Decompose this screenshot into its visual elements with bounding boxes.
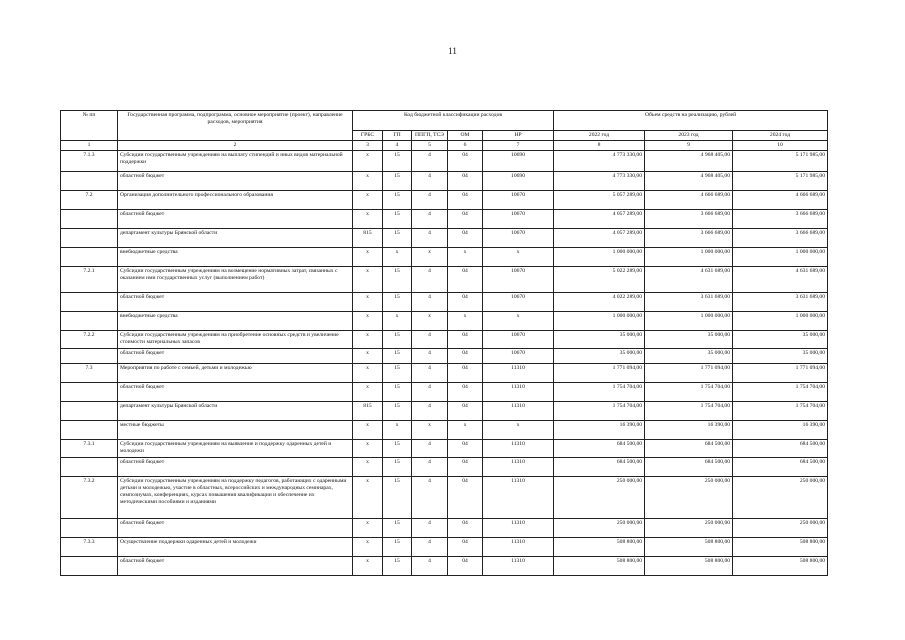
row-nr: 10690 bbox=[483, 151, 554, 172]
row-ppgp: 4 bbox=[412, 458, 448, 477]
row-om: 04 bbox=[448, 267, 483, 293]
row-2024: 16 390,00 bbox=[733, 421, 828, 440]
row-nr: 10670 bbox=[483, 210, 554, 229]
column-index: 10 bbox=[733, 141, 828, 151]
column-index: 8 bbox=[554, 141, 645, 151]
row-om: 04 bbox=[448, 151, 483, 172]
row-ppgp: 4 bbox=[412, 331, 448, 349]
table-row bbox=[61, 267, 828, 293]
row-2023: 16 390,00 bbox=[645, 421, 733, 440]
row-gp: 15 bbox=[383, 210, 412, 229]
row-grbs: x bbox=[353, 248, 383, 267]
row-2022: 684 500,00 bbox=[554, 458, 645, 477]
row-grbs: x bbox=[353, 440, 383, 458]
row-grbs: x bbox=[353, 267, 383, 293]
row-nr: 11310 bbox=[483, 440, 554, 458]
row-name: департамент культуры Брянской области bbox=[118, 229, 353, 248]
row-ppgp: 4 bbox=[412, 293, 448, 312]
row-grbs: x bbox=[353, 210, 383, 229]
row-num bbox=[61, 557, 118, 576]
row-om: 04 bbox=[448, 477, 483, 519]
row-2023: 3 666 689,00 bbox=[645, 210, 733, 229]
row-2024: 3 666 689,00 bbox=[733, 229, 828, 248]
row-gp: 15 bbox=[383, 191, 412, 210]
row-om: x bbox=[448, 248, 483, 267]
row-num bbox=[61, 293, 118, 312]
column-index: 1 bbox=[61, 141, 118, 151]
row-name: Организация дополнительного профессионального образования bbox=[118, 191, 353, 210]
row-2024: 5 171 985,00 bbox=[733, 172, 828, 191]
row-name: местные бюджеты bbox=[118, 421, 353, 440]
row-2024: 35 000,00 bbox=[733, 331, 828, 349]
row-ppgp: 4 bbox=[412, 383, 448, 402]
row-nr: x bbox=[483, 248, 554, 267]
row-gp: 15 bbox=[383, 477, 412, 519]
row-num: 7.1.3 bbox=[61, 151, 118, 172]
table-row bbox=[61, 538, 828, 557]
row-gp: 15 bbox=[383, 383, 412, 402]
row-nr: 11310 bbox=[483, 383, 554, 402]
row-2023: 1 771 094,00 bbox=[645, 364, 733, 383]
row-name: внебюджетные средства bbox=[118, 312, 353, 331]
row-grbs: x bbox=[353, 421, 383, 440]
row-2024: 508 800,00 bbox=[733, 538, 828, 557]
row-num bbox=[61, 421, 118, 440]
row-name: Субсидии государственным учреждениям на возмещение нормативных затрат, связанных с оказанием ими государственных услуг (выполнением работ) bbox=[118, 267, 353, 293]
row-om: 04 bbox=[448, 519, 483, 538]
row-2023: 1 000 000,00 bbox=[645, 312, 733, 331]
header-2024: 2024 год bbox=[733, 131, 828, 141]
row-2023: 4 968 405,00 bbox=[645, 172, 733, 191]
header-name: Государственная программа, подпрограмма, основное мероприятие (проект), направление расходов, мероприятия bbox=[118, 111, 353, 141]
table-row bbox=[61, 458, 828, 477]
row-2022: 5 057 289,00 bbox=[554, 191, 645, 210]
header-code-group: Код бюджетной классификации расходов bbox=[353, 111, 554, 131]
row-ppgp: 4 bbox=[412, 229, 448, 248]
row-nr: x bbox=[483, 421, 554, 440]
table-row bbox=[61, 421, 828, 440]
row-num bbox=[61, 519, 118, 538]
row-grbs: x bbox=[353, 458, 383, 477]
row-num: 7.3.3 bbox=[61, 538, 118, 557]
row-name: Мероприятия по работе с семьей, детьми и молодежью bbox=[118, 364, 353, 383]
row-om: 04 bbox=[448, 172, 483, 191]
row-2023: 250 000,00 bbox=[645, 477, 733, 519]
row-gp: 15 bbox=[383, 557, 412, 576]
row-name: Субсидии государственным учреждениям на выплату стипендий и иных видов материальной поддержки bbox=[118, 151, 353, 172]
row-num: 7.3 bbox=[61, 364, 118, 383]
row-grbs: x bbox=[353, 538, 383, 557]
row-gp: 15 bbox=[383, 440, 412, 458]
row-om: 04 bbox=[448, 538, 483, 557]
row-om: 04 bbox=[448, 349, 483, 364]
row-2024: 5 171 985,00 bbox=[733, 151, 828, 172]
row-ppgp: x bbox=[412, 421, 448, 440]
row-name: внебюджетные средства bbox=[118, 248, 353, 267]
row-nr: 10670 bbox=[483, 293, 554, 312]
row-gp: x bbox=[383, 421, 412, 440]
row-name: Осуществление поддержки одаренных детей и молодежи bbox=[118, 538, 353, 557]
row-num bbox=[61, 172, 118, 191]
header-ppgp: ППГП, ТСЭ bbox=[412, 131, 448, 141]
row-2023: 35 000,00 bbox=[645, 331, 733, 349]
row-om: 04 bbox=[448, 402, 483, 421]
row-2024: 1 000 000,00 bbox=[733, 248, 828, 267]
row-2023: 4 666 689,00 bbox=[645, 191, 733, 210]
row-2023: 1 754 704,00 bbox=[645, 383, 733, 402]
row-ppgp: x bbox=[412, 312, 448, 331]
column-index: 5 bbox=[412, 141, 448, 151]
table-row bbox=[61, 440, 828, 458]
row-ppgp: 4 bbox=[412, 364, 448, 383]
row-2023: 684 500,00 bbox=[645, 440, 733, 458]
row-grbs: 815 bbox=[353, 402, 383, 421]
row-2024: 1 000 000,00 bbox=[733, 312, 828, 331]
row-num: 7.3.1 bbox=[61, 440, 118, 458]
row-nr: 10670 bbox=[483, 229, 554, 248]
row-name: департамент культуры Брянской области bbox=[118, 402, 353, 421]
row-2023: 508 800,00 bbox=[645, 538, 733, 557]
row-2024: 1 771 094,00 bbox=[733, 364, 828, 383]
row-num bbox=[61, 210, 118, 229]
row-num: 7.2.1 bbox=[61, 267, 118, 293]
row-om: 04 bbox=[448, 440, 483, 458]
row-ppgp: 4 bbox=[412, 557, 448, 576]
row-gp: 15 bbox=[383, 267, 412, 293]
row-om: 04 bbox=[448, 557, 483, 576]
row-name: Субсидии государственным учреждениям на выявление и поддержку одаренных детей и молодежи bbox=[118, 440, 353, 458]
row-nr: 11310 bbox=[483, 538, 554, 557]
row-gp: 15 bbox=[383, 293, 412, 312]
row-2022: 4 773 330,00 bbox=[554, 151, 645, 172]
column-index: 7 bbox=[483, 141, 554, 151]
row-2023: 4 968 405,00 bbox=[645, 151, 733, 172]
row-2023: 1 754 704,00 bbox=[645, 402, 733, 421]
row-ppgp: x bbox=[412, 248, 448, 267]
header-volume-group: Объем средств на реализацию, рублей bbox=[554, 111, 828, 131]
row-grbs: x bbox=[353, 364, 383, 383]
row-gp: 15 bbox=[383, 229, 412, 248]
row-num bbox=[61, 349, 118, 364]
row-ppgp: 4 bbox=[412, 477, 448, 519]
row-om: 04 bbox=[448, 229, 483, 248]
row-2024: 3 631 689,00 bbox=[733, 293, 828, 312]
row-grbs: x bbox=[353, 172, 383, 191]
row-gp: 15 bbox=[383, 172, 412, 191]
row-nr: 10690 bbox=[483, 172, 554, 191]
row-gp: 15 bbox=[383, 519, 412, 538]
row-2022: 35 000,00 bbox=[554, 349, 645, 364]
row-2022: 16 390,00 bbox=[554, 421, 645, 440]
table-row bbox=[61, 151, 828, 172]
row-gp: 15 bbox=[383, 538, 412, 557]
row-ppgp: 4 bbox=[412, 267, 448, 293]
row-nr: 10670 bbox=[483, 349, 554, 364]
table-row bbox=[61, 477, 828, 519]
row-gp: 15 bbox=[383, 458, 412, 477]
row-name: Субсидии государственным учреждениям на поддержку педагогов, работающих с одаренными детьми и молодежью, участие в областных, всероссийских и международных семинарах, симпозиумах, конференциях, курсах повышения квалификации и обеспечение их методическими пособиями и изданиями bbox=[118, 477, 353, 519]
row-nr: 10670 bbox=[483, 191, 554, 210]
row-2023: 35 000,00 bbox=[645, 349, 733, 364]
row-ppgp: 4 bbox=[412, 191, 448, 210]
row-grbs: x bbox=[353, 293, 383, 312]
row-ppgp: 4 bbox=[412, 151, 448, 172]
row-grbs: x bbox=[353, 331, 383, 349]
row-num bbox=[61, 458, 118, 477]
row-2024: 684 500,00 bbox=[733, 458, 828, 477]
row-name: областной бюджет bbox=[118, 293, 353, 312]
row-2024: 4 666 689,00 bbox=[733, 191, 828, 210]
table-body bbox=[61, 151, 828, 576]
header-num: № пп bbox=[61, 111, 118, 141]
table-row bbox=[61, 191, 828, 210]
row-2024: 684 500,00 bbox=[733, 440, 828, 458]
row-num bbox=[61, 229, 118, 248]
row-num: 7.2.2 bbox=[61, 331, 118, 349]
row-nr: 11310 bbox=[483, 477, 554, 519]
table-header bbox=[61, 111, 828, 151]
row-gp: x bbox=[383, 312, 412, 331]
row-ppgp: 4 bbox=[412, 440, 448, 458]
row-name: областной бюджет bbox=[118, 210, 353, 229]
row-om: 04 bbox=[448, 293, 483, 312]
table-row bbox=[61, 312, 828, 331]
column-index: 3 bbox=[353, 141, 383, 151]
column-index-row bbox=[61, 141, 828, 151]
row-2022: 250 000,00 bbox=[554, 519, 645, 538]
table-row bbox=[61, 229, 828, 248]
header-grbs: ГРБС bbox=[353, 131, 383, 141]
row-name: областной бюджет bbox=[118, 557, 353, 576]
row-grbs: 815 bbox=[353, 229, 383, 248]
row-2023: 3 631 689,00 bbox=[645, 293, 733, 312]
row-2022: 4 057 289,00 bbox=[554, 229, 645, 248]
row-num bbox=[61, 402, 118, 421]
row-2023: 3 666 689,00 bbox=[645, 229, 733, 248]
row-2022: 508 800,00 bbox=[554, 557, 645, 576]
row-2022: 1 754 704,00 bbox=[554, 402, 645, 421]
row-om: 04 bbox=[448, 191, 483, 210]
row-grbs: x bbox=[353, 191, 383, 210]
row-grbs: x bbox=[353, 519, 383, 538]
row-2024: 250 000,00 bbox=[733, 477, 828, 519]
row-2024: 1 754 704,00 bbox=[733, 383, 828, 402]
row-gp: x bbox=[383, 248, 412, 267]
row-ppgp: 4 bbox=[412, 172, 448, 191]
row-name: областной бюджет bbox=[118, 458, 353, 477]
budget-table bbox=[60, 110, 828, 576]
row-nr: 11310 bbox=[483, 402, 554, 421]
row-2022: 4 057 289,00 bbox=[554, 210, 645, 229]
row-2022: 1 000 000,00 bbox=[554, 312, 645, 331]
row-nr: x bbox=[483, 312, 554, 331]
header-2023: 2023 год bbox=[645, 131, 733, 141]
row-2023: 1 000 000,00 bbox=[645, 248, 733, 267]
table-row bbox=[61, 349, 828, 364]
header-gp: ГП bbox=[383, 131, 412, 141]
row-num: 7.2 bbox=[61, 191, 118, 210]
row-2023: 250 000,00 bbox=[645, 519, 733, 538]
row-2022: 4 773 330,00 bbox=[554, 172, 645, 191]
row-2022: 508 800,00 bbox=[554, 538, 645, 557]
row-2024: 3 666 689,00 bbox=[733, 210, 828, 229]
row-om: 04 bbox=[448, 364, 483, 383]
table-row bbox=[61, 402, 828, 421]
row-grbs: x bbox=[353, 349, 383, 364]
row-name: областной бюджет bbox=[118, 519, 353, 538]
row-2024: 4 631 689,00 bbox=[733, 267, 828, 293]
row-2022: 250 000,00 bbox=[554, 477, 645, 519]
row-om: 04 bbox=[448, 210, 483, 229]
row-gp: 15 bbox=[383, 402, 412, 421]
row-2023: 508 800,00 bbox=[645, 557, 733, 576]
column-index: 6 bbox=[448, 141, 483, 151]
row-2022: 684 500,00 bbox=[554, 440, 645, 458]
header-nr: НР bbox=[483, 131, 554, 141]
row-grbs: x bbox=[353, 151, 383, 172]
row-2022: 1 000 000,00 bbox=[554, 248, 645, 267]
row-grbs: x bbox=[353, 312, 383, 331]
page-number: 11 bbox=[448, 46, 457, 56]
table-row bbox=[61, 331, 828, 349]
row-ppgp: 4 bbox=[412, 349, 448, 364]
row-2024: 508 800,00 bbox=[733, 557, 828, 576]
table-row bbox=[61, 172, 828, 191]
row-num bbox=[61, 312, 118, 331]
row-ppgp: 4 bbox=[412, 538, 448, 557]
row-gp: 15 bbox=[383, 151, 412, 172]
row-om: 04 bbox=[448, 331, 483, 349]
row-2022: 4 022 289,00 bbox=[554, 293, 645, 312]
row-name: областной бюджет bbox=[118, 383, 353, 402]
row-2023: 684 500,00 bbox=[645, 458, 733, 477]
row-nr: 10670 bbox=[483, 267, 554, 293]
row-om: x bbox=[448, 421, 483, 440]
column-index: 9 bbox=[645, 141, 733, 151]
row-gp: 15 bbox=[383, 331, 412, 349]
row-name: Субсидии государственным учреждениям на приобретение основных средств и увеличение стоимости материальных запасов bbox=[118, 331, 353, 349]
row-nr: 11310 bbox=[483, 364, 554, 383]
row-2023: 4 631 689,00 bbox=[645, 267, 733, 293]
row-gp: 15 bbox=[383, 349, 412, 364]
row-2022: 1 754 704,00 bbox=[554, 383, 645, 402]
row-nr: 11310 bbox=[483, 519, 554, 538]
row-num bbox=[61, 248, 118, 267]
table-row bbox=[61, 248, 828, 267]
row-om: 04 bbox=[448, 458, 483, 477]
row-om: x bbox=[448, 312, 483, 331]
column-index: 4 bbox=[383, 141, 412, 151]
header-2022: 2022 год bbox=[554, 131, 645, 141]
row-nr: 11310 bbox=[483, 557, 554, 576]
row-nr: 10670 bbox=[483, 331, 554, 349]
row-2022: 1 771 094,00 bbox=[554, 364, 645, 383]
row-2024: 35 000,00 bbox=[733, 349, 828, 364]
row-om: 04 bbox=[448, 383, 483, 402]
column-index: 2 bbox=[118, 141, 353, 151]
row-num bbox=[61, 383, 118, 402]
table-row bbox=[61, 519, 828, 538]
row-grbs: x bbox=[353, 477, 383, 519]
row-ppgp: 4 bbox=[412, 402, 448, 421]
row-2024: 250 000,00 bbox=[733, 519, 828, 538]
table-row bbox=[61, 293, 828, 312]
row-grbs: x bbox=[353, 557, 383, 576]
table-row bbox=[61, 210, 828, 229]
table-row bbox=[61, 557, 828, 576]
header-om: ОМ bbox=[448, 131, 483, 141]
row-ppgp: 4 bbox=[412, 519, 448, 538]
row-name: областной бюджет bbox=[118, 349, 353, 364]
row-gp: 15 bbox=[383, 364, 412, 383]
row-name: областной бюджет bbox=[118, 172, 353, 191]
row-2022: 35 000,00 bbox=[554, 331, 645, 349]
row-2022: 5 022 289,00 bbox=[554, 267, 645, 293]
row-2024: 1 754 704,00 bbox=[733, 402, 828, 421]
row-ppgp: 4 bbox=[412, 210, 448, 229]
row-grbs: x bbox=[353, 383, 383, 402]
table-row bbox=[61, 364, 828, 383]
row-num: 7.3.2 bbox=[61, 477, 118, 519]
row-nr: 11310 bbox=[483, 458, 554, 477]
table-row bbox=[61, 383, 828, 402]
